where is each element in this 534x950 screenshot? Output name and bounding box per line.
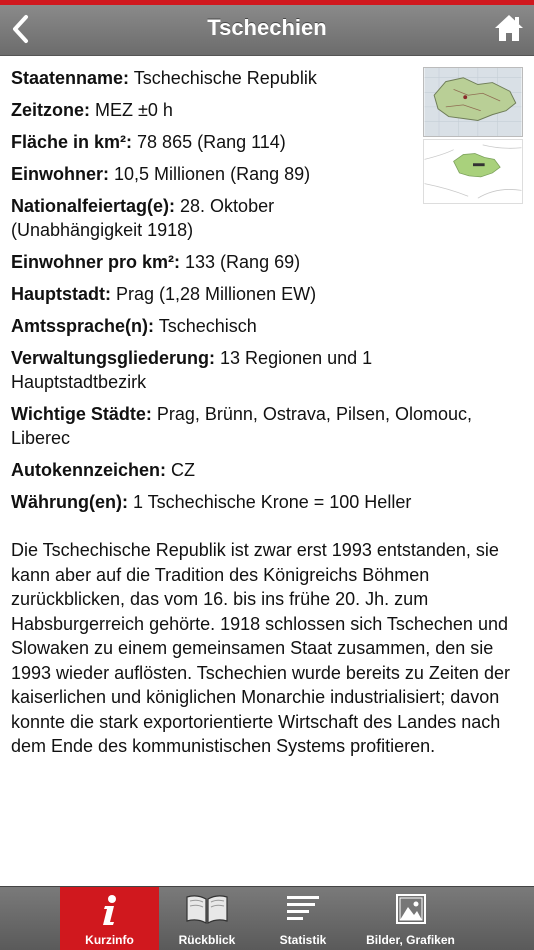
fact-value: MEZ ±0 h bbox=[90, 100, 173, 120]
page-title: Tschechien bbox=[207, 15, 327, 40]
fact-label: Zeitzone: bbox=[11, 100, 90, 120]
fact-label: Währung(en): bbox=[11, 492, 128, 512]
tab-bilder-grafiken[interactable] bbox=[351, 887, 470, 950]
fact-area bbox=[11, 130, 411, 154]
fact-state-name bbox=[11, 66, 411, 90]
book-icon bbox=[184, 893, 230, 925]
fact-capital bbox=[11, 282, 523, 306]
country-info-content bbox=[11, 66, 523, 759]
tab-statistik[interactable] bbox=[255, 887, 351, 950]
fact-population bbox=[11, 162, 411, 186]
fact-official-language bbox=[11, 314, 523, 338]
fact-currency bbox=[11, 490, 523, 514]
picture-icon bbox=[395, 893, 427, 925]
fact-label: Verwaltungsgliederung: bbox=[11, 348, 216, 368]
tab-kurzinfo[interactable] bbox=[60, 887, 159, 950]
fact-value: CZ bbox=[166, 460, 196, 480]
country-description: Die Tschechische Republik ist zwar erst 1993 entstanden, sie kann aber auf die Tradition des Königreichs Böhmen zurückblicken, das vom 16. bis ins frühe 20. Jh. zum Habsburgerreich gehörte. 1918 schlossen sich Tschechen und Slowaken zu einem gemeinsamen Staat zusammen, den sie 1993 wieder auflösten. Tschechien wurde bereits zu Zeiten der kaiserlichen und königlichen Monarchie industrialisiert; davon konnte die stark exportorientierte Wirtschaft des Landes nach dem Ende des kommunistischen Systems profitieren. bbox=[11, 540, 510, 756]
tab-label: Statistik bbox=[279, 933, 327, 947]
fact-value: Tschechisch bbox=[154, 316, 257, 336]
info-icon bbox=[95, 893, 125, 927]
fact-label: Hauptstadt: bbox=[11, 284, 111, 304]
tab-label: Bilder, Grafiken bbox=[366, 933, 455, 947]
fact-value: 78 865 (Rang 114) bbox=[132, 132, 286, 152]
fact-value: Prag (1,28 Millionen EW) bbox=[111, 284, 317, 304]
tab-rueckblick[interactable] bbox=[159, 887, 255, 950]
tab-label: Rückblick bbox=[178, 933, 236, 947]
fact-administrative-division bbox=[11, 346, 411, 394]
fact-license-plate bbox=[11, 458, 523, 482]
fact-important-cities bbox=[11, 402, 523, 450]
fact-national-holiday bbox=[11, 194, 311, 242]
fact-label: Einwohner: bbox=[11, 164, 109, 184]
fact-label: Autokennzeichen: bbox=[11, 460, 167, 480]
fact-value: Tschechische Republik bbox=[129, 68, 317, 88]
bottom-tab-bar bbox=[0, 886, 534, 950]
home-button[interactable] bbox=[494, 13, 524, 43]
fact-timezone bbox=[11, 98, 411, 122]
fact-label: Einwohner pro km²: bbox=[11, 252, 181, 272]
fact-value: 1 Tschechische Krone = 100 Heller bbox=[127, 492, 412, 512]
tab-spacer bbox=[0, 887, 60, 950]
fact-population-density bbox=[11, 250, 523, 274]
fact-value: 10,5 Millionen (Rang 89) bbox=[109, 164, 311, 184]
fact-label: Fläche in km²: bbox=[11, 132, 133, 152]
lines-icon bbox=[285, 893, 321, 923]
tab-label: Kurzinfo bbox=[85, 933, 134, 947]
fact-value: Prag, Brünn, Ostrava, Pilsen, Olomouc, Liberec bbox=[11, 404, 472, 448]
fact-value: 133 (Rang 69) bbox=[180, 252, 301, 272]
fact-value: 28. Oktober (Unabhängigkeit 1918) bbox=[11, 196, 275, 240]
fact-value: 13 Regionen und 1 Hauptstadtbezirk bbox=[11, 348, 373, 392]
home-icon bbox=[494, 13, 524, 43]
facts-list bbox=[11, 66, 523, 514]
fact-label: Wichtige Städte: bbox=[11, 404, 152, 424]
fact-label: Staatenname: bbox=[11, 68, 130, 88]
fact-label: Amtssprache(n): bbox=[11, 316, 155, 336]
fact-label: Nationalfeiertag(e): bbox=[11, 196, 176, 216]
navigation-bar bbox=[0, 5, 534, 56]
